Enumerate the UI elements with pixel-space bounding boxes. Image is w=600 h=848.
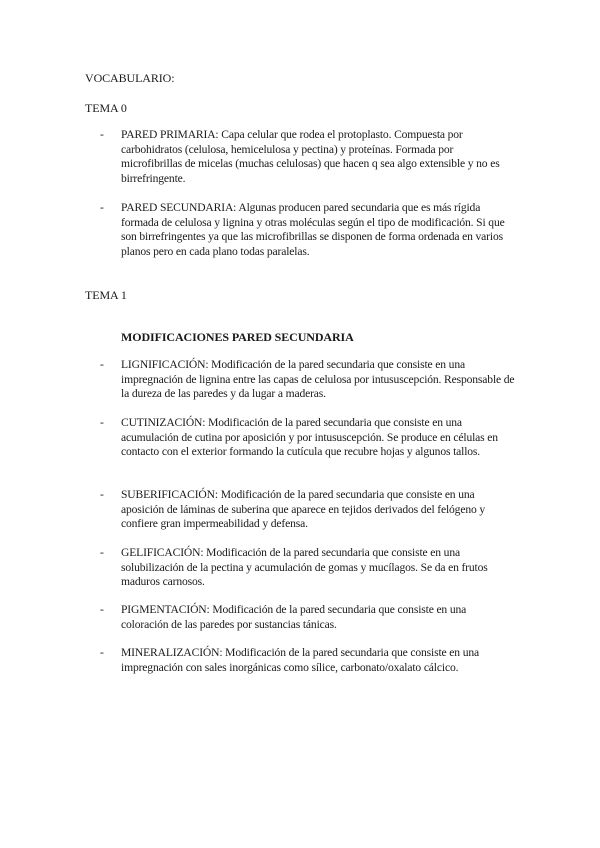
list-dash: - [100,603,104,616]
document-title: VOCABULARIO: [85,71,175,85]
list-item-text: LIGNIFICACIÓN: Modificación de la pared secundaria que consiste en una impregnación de lignina entre las capas de celulosa por intususcepción. Responsable de la dureza de las paredes y da lugar a maderas. [121,358,515,401]
list-item [100,128,515,186]
tema1-heading: TEMA 1 [85,288,127,302]
list-item [100,358,515,402]
list-item-text: PIGMENTACIÓN: Modificación de la pared secundaria que consiste en una coloración de las paredes por sustancias tánicas. [121,603,467,631]
list-item [100,646,515,675]
section-title: MODIFICACIONES PARED SECUNDARIA [121,330,354,344]
list-dash: - [100,201,104,214]
list-dash: - [100,546,104,559]
list-dash: - [100,128,104,141]
list-item [100,603,515,632]
list-item [100,488,515,532]
list-item [100,416,515,460]
tema0-heading: TEMA 0 [85,101,127,115]
list-dash: - [100,488,104,501]
list-dash: - [100,646,104,659]
list-dash: - [100,416,104,429]
list-item-text: PARED PRIMARIA: Capa celular que rodea el protoplasto. Compuesta por carbohidratos (celulosa, hemicelulosa y pectina) y proteínas. Formada por microfibrillas de micelas (muchas celulosas) que hacen q sea algo extensible y no es birrefringente. [121,128,500,185]
list-item-text: MINERALIZACIÓN: Modificación de la pared secundaria que consiste en una impregnación con sales inorgánicas como sílice, carbonato/oxalato cálcico. [121,646,479,674]
list-item-text: CUTINIZACIÓN: Modificación de la pared secundaria que consiste en una acumulación de cutina por aposición y por intususcepción. Se produce en células en contacto con el exterior formando la cutícula que recubre hojas y algunos tallos. [121,416,498,459]
list-item [100,201,515,259]
list-item-text: SUBERIFICACIÓN: Modificación de la pared secundaria que consiste en una aposición de láminas de suberina que aparece en tejidos derivados del felógeno y confiere gran impermeabilidad y defensa. [121,488,486,531]
list-item-text: GELIFICACIÓN: Modificación de la pared secundaria que consiste en una solubilización de la pectina y acumulación de gomas y mucílagos. Se da en frutos maduros carnosos. [121,546,488,589]
list-dash: - [100,358,104,371]
list-item-text: PARED SECUNDARIA: Algunas producen pared secundaria que es más rígida formada de celulosa y lignina y otras moléculas según el tipo de modificación. Si que son birrefringentes ya que las microfibrillas se disponen de forma ordenada en varios planos pero en cada plano todas paralelas. [121,201,505,258]
list-item [100,546,515,590]
